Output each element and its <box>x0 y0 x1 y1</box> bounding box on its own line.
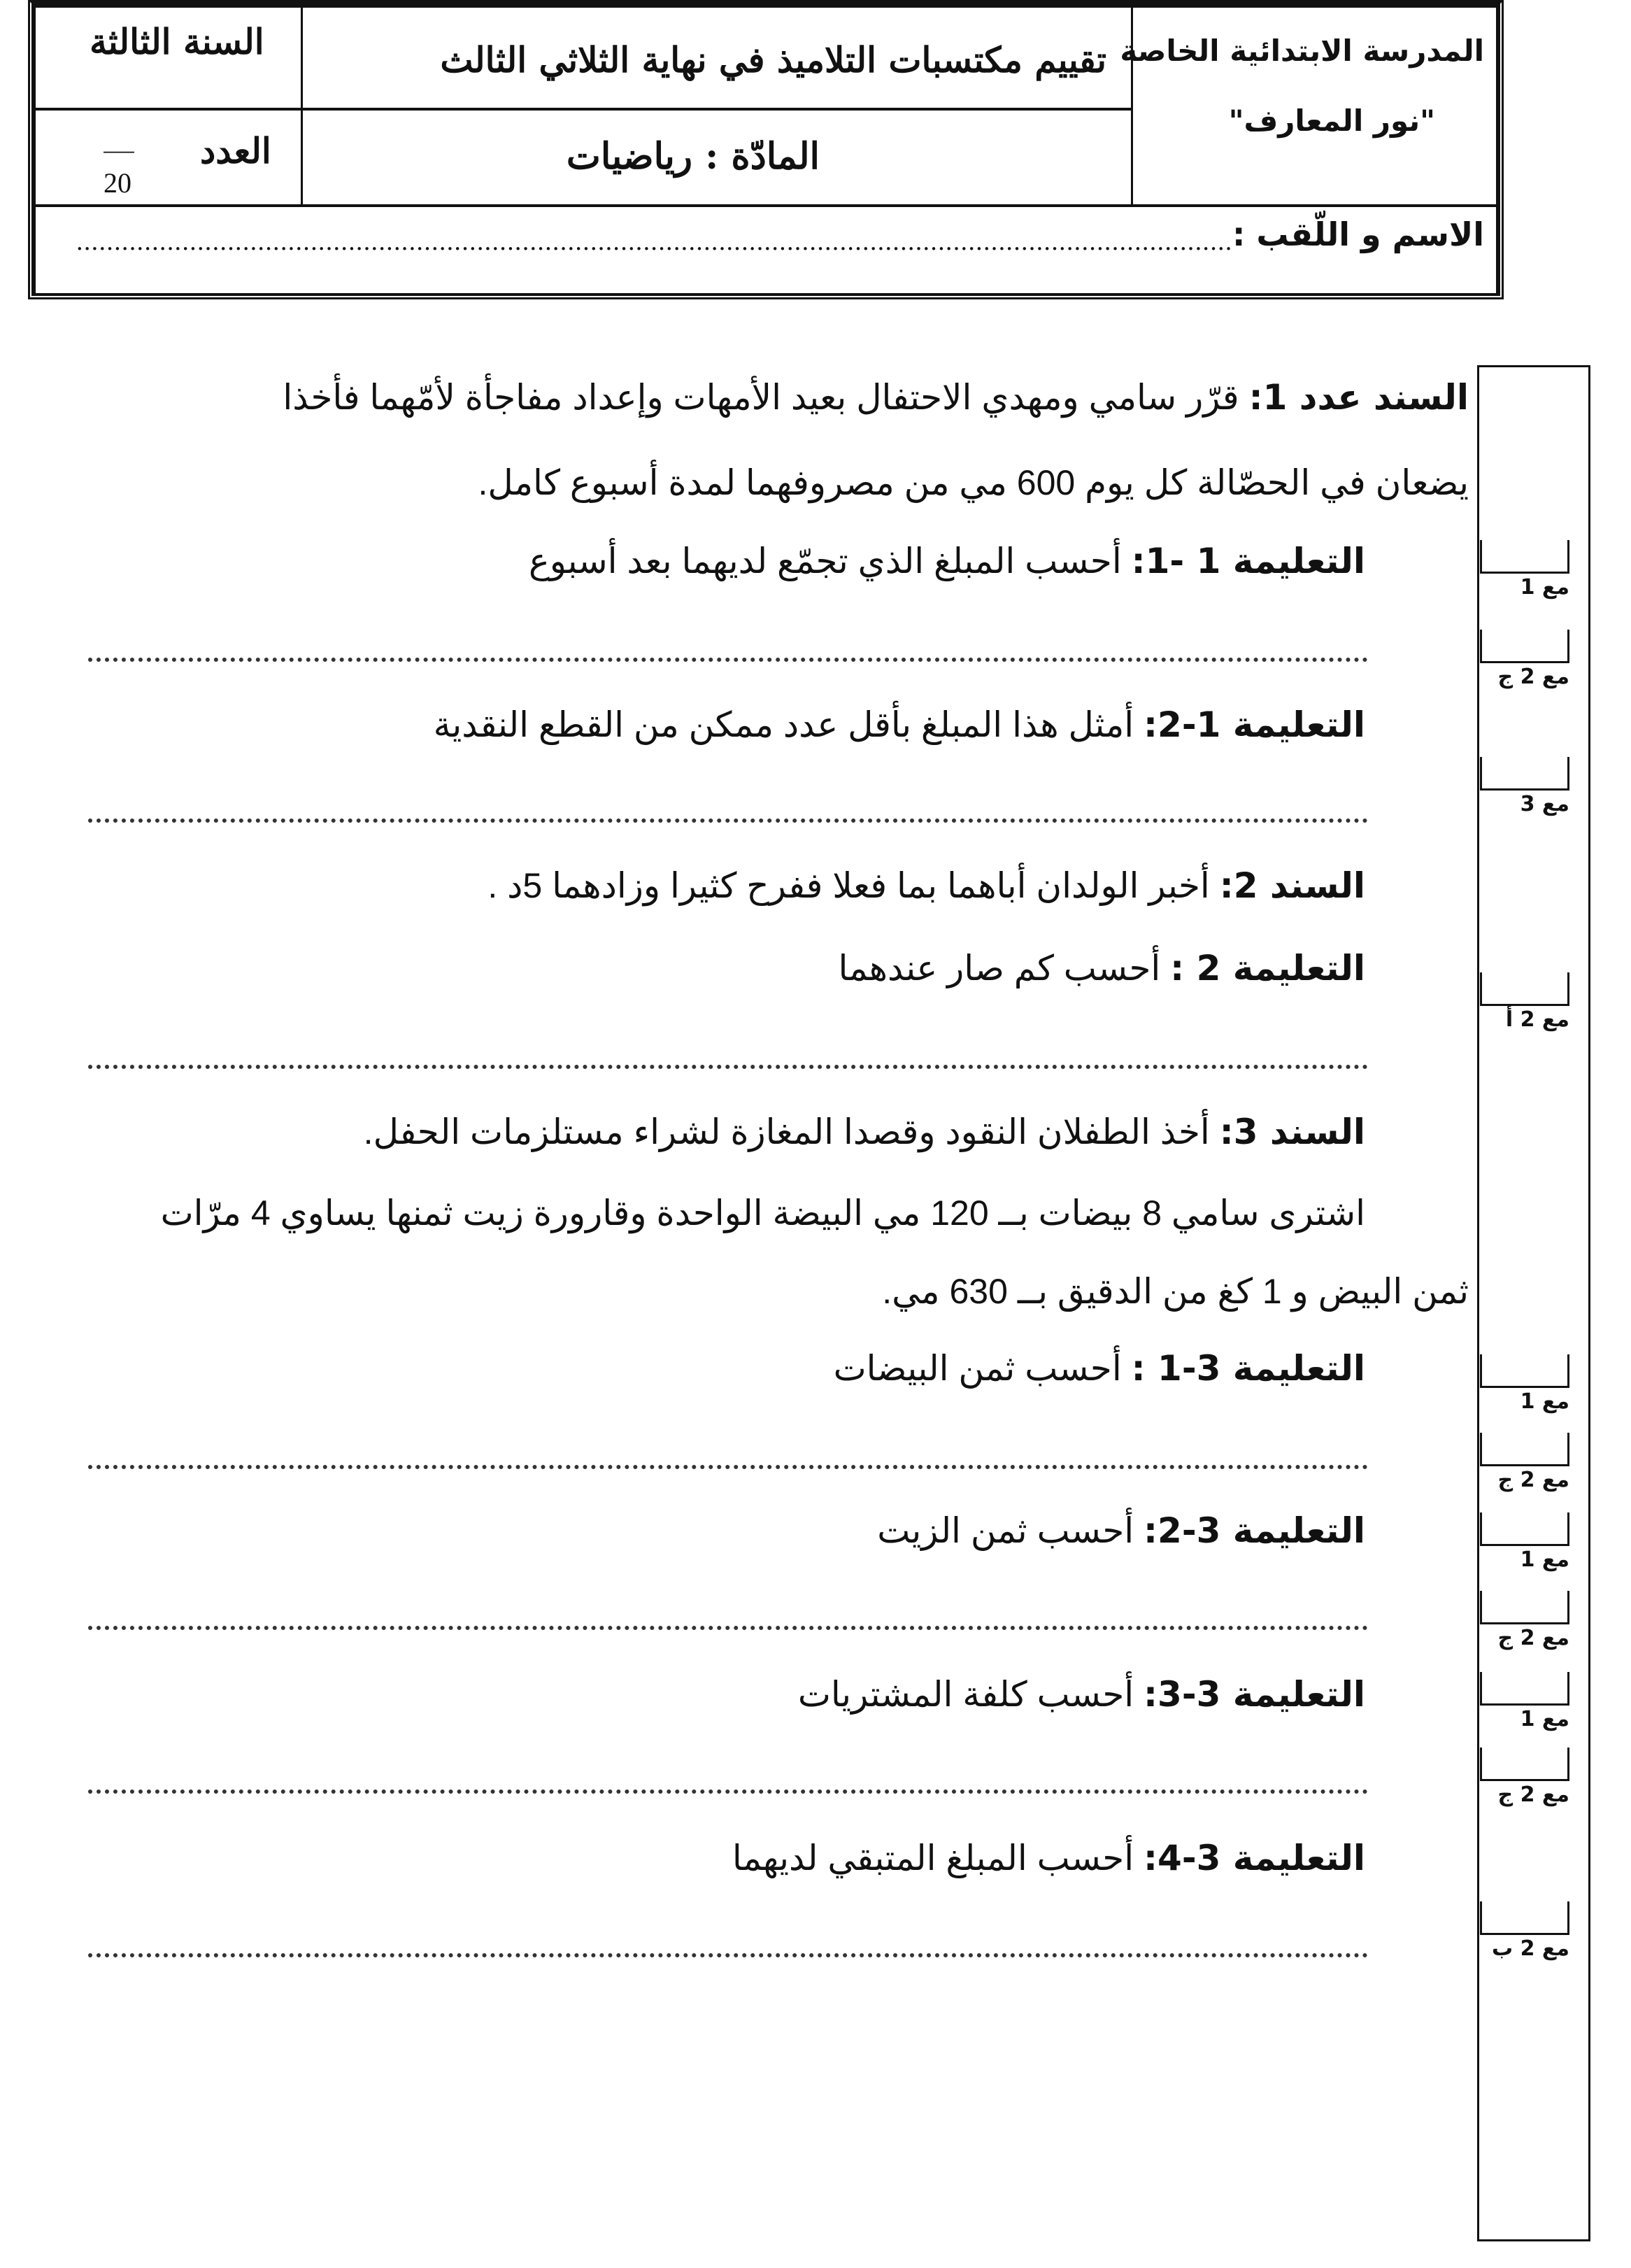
instruction-3-1: التعليمة 3-1 : أحسب ثمن البيضات <box>833 1348 1365 1389</box>
answer-line-1-2[interactable] <box>88 818 1368 823</box>
answer-line-2[interactable] <box>88 1065 1368 1069</box>
score-blank: __ <box>104 118 134 153</box>
criterion-box[interactable] <box>1480 1433 1569 1494</box>
instruction-2: التعليمة 2 : أحسب كم صار عندهما <box>838 948 1365 988</box>
criterion-box[interactable] <box>1480 1512 1569 1574</box>
criterion-label: مع 2 ج <box>1497 1626 1569 1650</box>
name-field-dots[interactable]: ......................................................................................................................................................... <box>76 228 1232 256</box>
answer-line-3-2[interactable] <box>88 1626 1368 1630</box>
answer-line-1-1[interactable] <box>88 658 1368 662</box>
criterion-label: مع 1 <box>1520 575 1569 600</box>
criterion-box[interactable] <box>1480 972 1569 1034</box>
criterion-box[interactable] <box>1480 1901 1569 1963</box>
subject-label: المادّة : رياضيات <box>566 135 820 178</box>
support-1-label: السند عدد 1: <box>1248 377 1469 418</box>
support-3-line3: ثمن البيض و 1 كغ من الدقيق بــ 630 مي. <box>882 1272 1469 1311</box>
criterion-label: مع 2 ج <box>1497 1782 1569 1807</box>
criterion-label: مع 2 ج <box>1497 665 1569 689</box>
answer-line-3-1[interactable] <box>88 1465 1368 1469</box>
support-3-line2: اشترى سامي 8 بيضات بــ 120 مي البيضة الواحدة وقارورة زيت ثمنها يساوي 4 مرّات <box>160 1193 1365 1233</box>
criterion-box[interactable] <box>1480 1354 1569 1416</box>
criterion-box[interactable] <box>1480 757 1569 818</box>
criterion-box[interactable] <box>1480 1672 1569 1734</box>
criterion-label: مع 1 <box>1520 1707 1569 1731</box>
criterion-label: مع 1 <box>1520 1547 1569 1572</box>
criterion-label: مع 2 ب <box>1492 1936 1569 1961</box>
criterion-label: مع 1 <box>1520 1389 1569 1414</box>
instruction-1-1: التعليمة 1 -1: أحسب المبلغ الذي تجمّع لديهما بعد أسبوع <box>528 541 1365 581</box>
exam-title: تقييم مكتسبات التلاميذ في نهاية الثلاثي الثالث <box>440 39 1106 80</box>
score-label: العدد <box>200 130 271 171</box>
exam-header <box>28 0 1504 299</box>
criterion-label: مع 3 <box>1520 792 1569 816</box>
answer-line-3-4[interactable] <box>88 1953 1368 1957</box>
criterion-box[interactable] <box>1480 630 1569 691</box>
instruction-3-3: التعليمة 3-3: أحسب كلفة المشتريات <box>797 1674 1365 1715</box>
instruction-3-2: التعليمة 3-2: أحسب ثمن الزيت <box>877 1510 1365 1551</box>
support-2: السند 2: أخبر الولدان أباهما بما فعلا ففرح كثيرا وزادهما 5د . <box>487 865 1365 906</box>
support-3-line1: السند 3: أخذ الطفلان النقود وقصدا المغازة لشراء مستلزمات الحفل. <box>363 1112 1365 1152</box>
level-label: السنة الثالثة <box>90 21 264 62</box>
name-label: الاسم و اللّقب : <box>1232 215 1484 253</box>
school-name-line2: "نور المعارف" <box>1228 104 1435 138</box>
instruction-1-2: التعليمة 1-2: أمثل هذا المبلغ بأقل عدد ممكن من القطع النقدية <box>433 704 1365 745</box>
support-1-line2: يضعان في الحصّالة كل يوم 600 مي من مصروفهما لمدة أسبوع كامل. <box>478 463 1469 502</box>
criterion-label: مع 2 ج <box>1497 1468 1569 1492</box>
answer-line-3-3[interactable] <box>88 1789 1368 1794</box>
criterion-box[interactable] <box>1480 540 1569 602</box>
criterion-box[interactable] <box>1480 1748 1569 1809</box>
support-1-line1: السند عدد 1: قرّر سامي ومهدي الاحتفال بعيد الأمهات وإعداد مفاجأة لأمّهما فأخذا <box>283 377 1469 418</box>
score-total: 20 <box>104 167 131 199</box>
instruction-3-4: التعليمة 3-4: أحسب المبلغ المتبقي لديهما <box>732 1838 1365 1878</box>
criterion-box[interactable] <box>1480 1591 1569 1652</box>
school-name-line1: المدرسة الابتدائية الخاصة <box>1120 34 1484 68</box>
criterion-label: مع 2 أ <box>1505 1007 1569 1032</box>
